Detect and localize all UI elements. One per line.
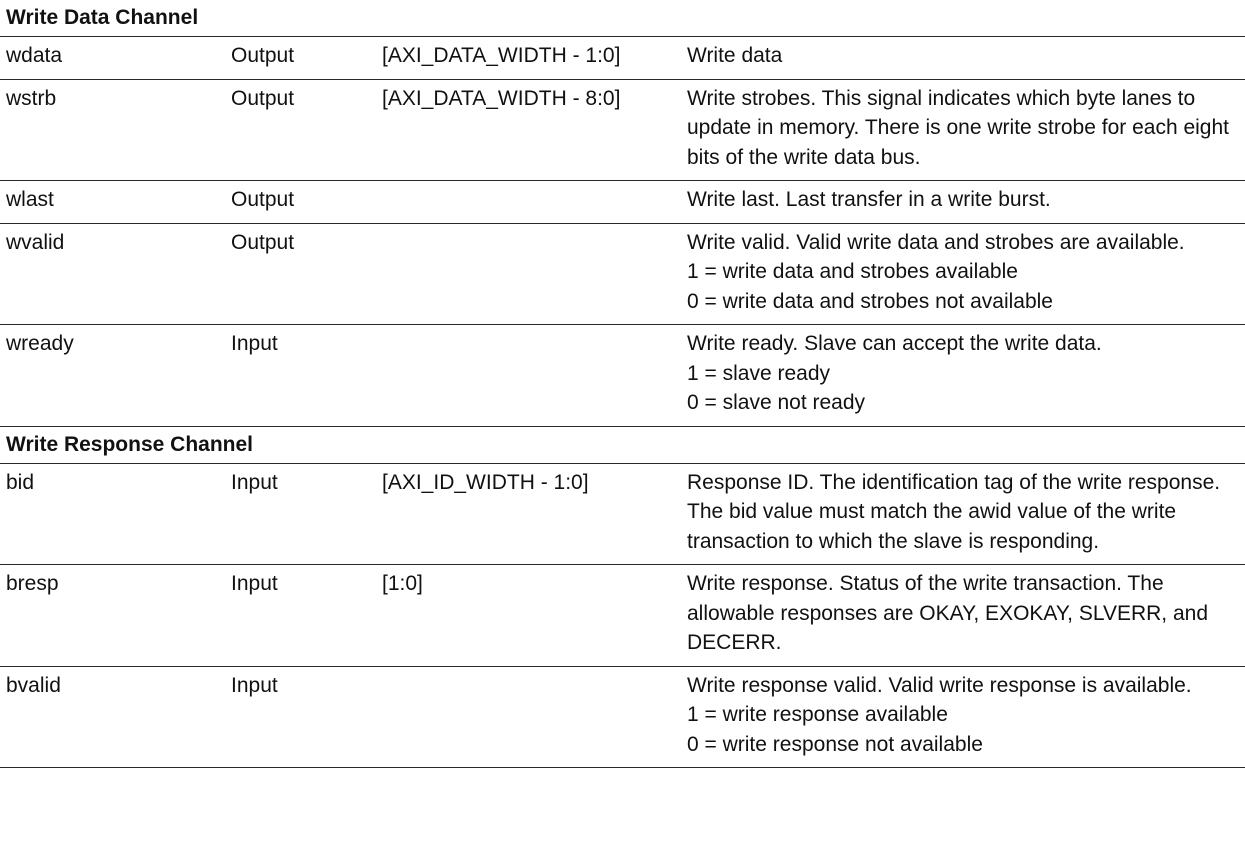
signal-name-cell: bid — [0, 463, 225, 565]
signal-name-cell: bvalid — [0, 666, 225, 768]
description-cell — [681, 325, 1245, 427]
description-cell — [681, 181, 1245, 224]
description-line: Write response valid. Valid write response is available. — [687, 673, 1192, 697]
table-row — [0, 223, 1245, 325]
description-line: Response ID. The identification tag of the write response. The bid value must match the awid value of the write transaction to which the slave is responding. — [687, 470, 1221, 553]
description-cell — [681, 565, 1245, 667]
signal-name-cell: wstrb — [0, 79, 225, 181]
direction-cell: Output — [225, 37, 376, 80]
direction-cell: Input — [225, 565, 376, 667]
description-cell — [681, 666, 1245, 768]
direction-cell: Output — [225, 79, 376, 181]
description-line: 0 = write data and strobes not available — [687, 289, 1053, 313]
section-title: Write Response Channel — [0, 426, 1245, 463]
table-row — [0, 325, 1245, 427]
table-row — [0, 565, 1245, 667]
description-line: Write last. Last transfer in a write burst. — [687, 188, 1051, 211]
signal-name-cell: wready — [0, 325, 225, 427]
table-row — [0, 666, 1245, 768]
description-line: 0 = slave not ready — [687, 391, 866, 414]
table-row — [0, 181, 1245, 224]
width-cell — [376, 325, 681, 427]
description-line: Write strobes. This signal indicates which byte lanes to update in memory. There is one write strobe for each eight bits of the write data bus. — [687, 86, 1230, 169]
description-cell — [681, 463, 1245, 565]
width-cell: [AXI_DATA_WIDTH - 1:0] — [376, 37, 681, 80]
description-cell — [681, 37, 1245, 80]
description-line: Write valid. Valid write data and strobes are available. — [687, 230, 1185, 254]
description-line: Write response. Status of the write transaction. The allowable responses are OKAY, EXOKAY, SLVERR, and DECERR. — [687, 572, 1209, 654]
direction-cell: Input — [225, 463, 376, 565]
width-cell — [376, 666, 681, 768]
table-row — [0, 37, 1245, 80]
signal-name-cell: bresp — [0, 565, 225, 667]
description-line: 1 = slave ready — [687, 361, 831, 385]
description-cell — [681, 79, 1245, 181]
description-line: 0 = write response not available — [687, 732, 983, 756]
section-header — [0, 426, 1245, 463]
description-cell — [681, 223, 1245, 325]
direction-cell: Input — [225, 666, 376, 768]
width-cell: [AXI_ID_WIDTH - 1:0] — [376, 463, 681, 565]
width-cell: [AXI_DATA_WIDTH - 8:0] — [376, 79, 681, 181]
table-row — [0, 79, 1245, 181]
direction-cell: Output — [225, 181, 376, 224]
direction-cell: Output — [225, 223, 376, 325]
description-line: 1 = write data and strobes available — [687, 260, 1018, 283]
table-row — [0, 463, 1245, 565]
width-cell: [1:0] — [376, 565, 681, 667]
width-cell — [376, 223, 681, 325]
section-header — [0, 0, 1245, 37]
width-cell — [376, 181, 681, 224]
signal-name-cell: wvalid — [0, 223, 225, 325]
signal-name-cell: wlast — [0, 181, 225, 224]
description-line: Write data — [687, 44, 783, 67]
section-title: Write Data Channel — [0, 0, 1245, 37]
direction-cell: Input — [225, 325, 376, 427]
signal-name-cell: wdata — [0, 37, 225, 80]
description-line: Write ready. Slave can accept the write data. — [687, 332, 1102, 355]
description-line: 1 = write response available — [687, 703, 948, 726]
